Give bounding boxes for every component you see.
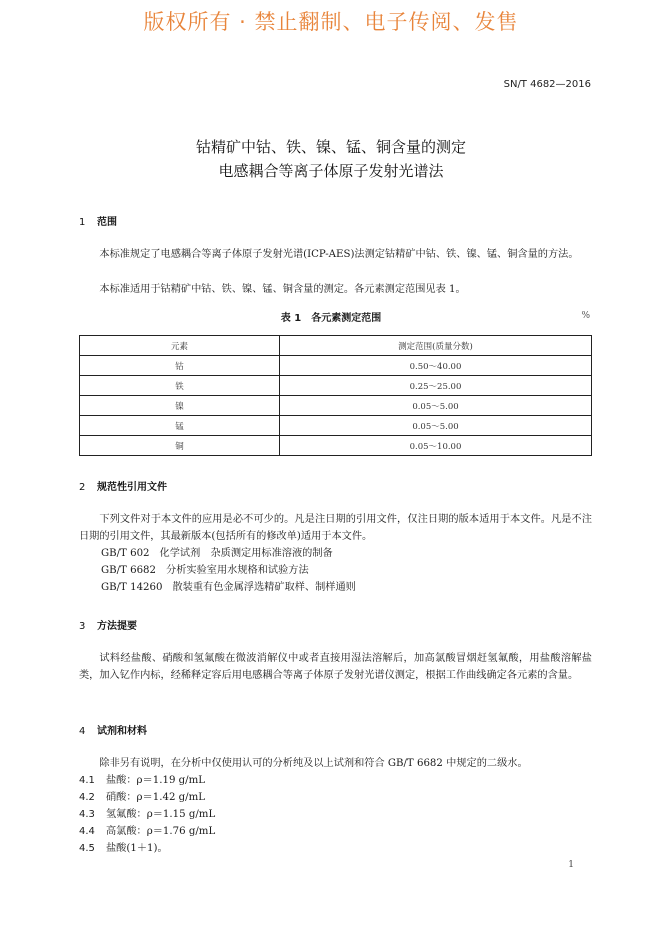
element-cell: 钴 [80, 356, 280, 376]
range-cell: 0.05～5.00 [280, 396, 592, 416]
table-row [80, 396, 592, 416]
reference-item [101, 562, 309, 579]
element-cell: 铁 [80, 376, 280, 396]
table-header-row [80, 336, 592, 356]
copyright-watermark: 版权所有 · 禁止翻制、电子传阅、发售 [143, 10, 519, 34]
table-row [80, 416, 592, 436]
item-number: 4.1 [79, 775, 95, 786]
reference-title: 分析实验室用水规格和试验方法 [166, 565, 309, 576]
element-cell: 镍 [80, 396, 280, 416]
standard-code: SN/T 4682—2016 [503, 79, 591, 90]
table-row [80, 376, 592, 396]
reagent-item [79, 772, 205, 789]
table-1-caption: 表 1 各元素测定范围 [280, 313, 382, 324]
element-range-table [79, 335, 592, 456]
section-2-heading [79, 478, 167, 493]
section-number: 1 [79, 217, 86, 228]
item-number: 4.5 [79, 843, 95, 854]
range-cell: 0.50～40.00 [280, 356, 592, 376]
section-title: 试剂和材料 [97, 726, 147, 737]
section-title: 方法提要 [97, 621, 137, 632]
reagent-item [79, 840, 168, 857]
reagent-item [79, 789, 205, 806]
range-cell: 0.25～25.00 [280, 376, 592, 396]
reference-code: GB/T 602 [101, 548, 150, 559]
reagent-item [79, 823, 215, 840]
item-number: 4.4 [79, 826, 95, 837]
page-number: 1 [568, 860, 574, 870]
section-3-heading [79, 617, 137, 632]
section-1-heading [79, 213, 117, 228]
section-number: 2 [79, 482, 86, 493]
reference-title: 散装重有色金属浮选精矿取样、制样通则 [172, 582, 356, 593]
range-cell: 0.05～5.00 [280, 416, 592, 436]
header-range: 测定范围(质量分数) [280, 336, 592, 356]
table-row [80, 436, 592, 456]
section-title: 范围 [97, 217, 117, 228]
item-text: 盐酸(1＋1)。 [106, 843, 168, 854]
section-number: 4 [79, 726, 86, 737]
reference-code: GB/T 6682 [101, 565, 157, 576]
title-line-2: 电感耦合等离子体原子发射光谱法 [218, 162, 444, 180]
item-text: 硝酸：ρ＝1.42 g/mL [106, 792, 206, 803]
item-text: 盐酸：ρ＝1.19 g/mL [106, 775, 206, 786]
section-4-heading [79, 722, 147, 737]
reference-item [101, 579, 356, 596]
section-title: 规范性引用文件 [97, 482, 167, 493]
section-number: 3 [79, 621, 86, 632]
section-1-paragraph-1: 本标准规定了电感耦合等离子体原子发射光谱(ICP-AES)法测定钴精矿中钴、铁、镍、锰、铜含量的方法。 [99, 249, 579, 260]
reference-code: GB/T 14260 [101, 582, 163, 593]
header-element: 元素 [80, 336, 280, 356]
table-row [80, 356, 592, 376]
reference-title: 化学试剂 杂质测定用标准溶液的制备 [159, 548, 333, 559]
item-text: 高氯酸：ρ＝1.76 g/mL [106, 826, 216, 837]
section-3-paragraph: 试料经盐酸、硝酸和氢氟酸在微波消解仪中或者直接用湿法溶解后，加高氯酸冒烟赶氢氟酸，用盐酸溶解盐类，加入钇作内标，经稀释定容后用电感耦合等离子体原子发射光谱仪测定，根据工作曲线确定各元素的含量。 [79, 653, 592, 681]
reagent-item [79, 806, 215, 823]
section-2-paragraph: 下列文件对于本文件的应用是必不可少的。凡是注日期的引用文件，仅注日期的版本适用于本文件。凡是不注日期的引用文件，其最新版本(包括所有的修改单)适用于本文件。 [79, 514, 592, 542]
range-cell: 0.05～10.00 [280, 436, 592, 456]
item-number: 4.2 [79, 792, 95, 803]
document-title [0, 135, 662, 183]
section-1-paragraph-2: 本标准适用于钴精矿中钴、铁、镍、锰、铜含量的测定。各元素测定范围见表 1。 [99, 284, 466, 295]
section-4-paragraph: 除非另有说明，在分析中仅使用认可的分析纯及以上试剂和符合 GB/T 6682 中规定的二级水。 [99, 758, 528, 769]
element-cell: 铜 [80, 436, 280, 456]
table-1-unit: % [581, 311, 590, 321]
item-text: 氢氟酸：ρ＝1.15 g/mL [106, 809, 216, 820]
element-cell: 锰 [80, 416, 280, 436]
title-line-1: 钴精矿中钴、铁、镍、锰、铜含量的测定 [195, 138, 466, 156]
item-number: 4.3 [79, 809, 95, 820]
reference-item [101, 545, 333, 562]
